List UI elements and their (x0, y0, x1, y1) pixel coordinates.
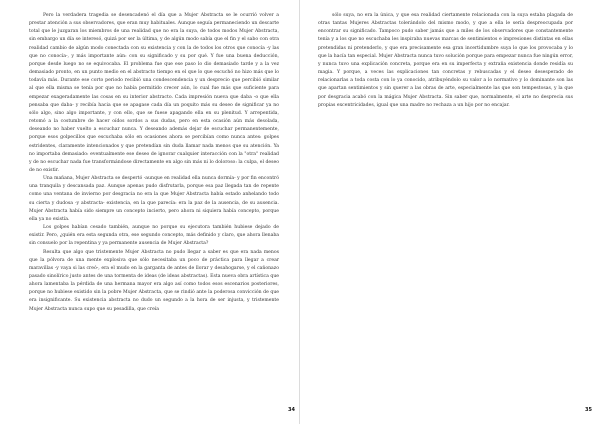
right-page-body (318, 12, 573, 110)
paragraph: Los golpes habían cesado también, aunque no porque su ejecutora también hubiese dejado de existir. Pero, ¿quién era esta segunda otra, ese segundo concepto, más definido y claro, que ahora llenaba sin consuelo por la repentina y ya permanente ausencia de Mujer Abstracta? (29, 225, 279, 247)
page-number: 34 (288, 407, 295, 413)
page-number: 35 (585, 407, 592, 413)
paragraph: Una mañana, Mujer Abstracta se despertó -aunque en realidad ella nunca dormía- y por fin encontró una tranquila y descansada paz. Aunque apenas pudo disfrutarla, porque esa paz llegada tan de repente como una ventana de invierno por desgracia no era la que Mujer Abstracta había estado anhelando todo su cierta y dudosa -y abstracta- existencia, en la que parecía: era la paz de la ausencia, de su ausencia. Mujer Abstracta había sido siempre un concepto incierto, pero ahora ni siquiera había concepto, porque ella ya no existía. (29, 176, 279, 222)
paragraph: Resulta que algo que tristemente Mujer Abstracta no pudo llegar a saber es que era nada menos que la pólvora de una mente explosiva que sólo necesitaba un poco de práctica para llegar a crear maravillas -y vaya si las creó-, era el mudo en la garganta de antes de llorar y desahogarse, y el cañonazo pasado sinolírico justo antes de una tormenta de ideas (de ideas abstractas). Esta nueva obra artística que ahora lamentaba la pérdida de una hermana mayor era algo así como todos esos escenarios posteriores, porque no hubiese existido sin la pobre Mujer Abstracta, que se rindió ante la poderosa convicción de que era insignificante. Su existencia abstracta no dudo un segundo a la hora de ser injusta, y tristemente Mujer Abstracta nunca supo que su pesadilla, que creía (29, 249, 279, 312)
paragraph: sólo suya, no era la única, y que esa realidad ciertamente relacionada con la suya estaba plagada de otras tantas Mujeres Abstractas tolerándolo del mismo modo, y que a ella le sería despreocupada por encontrar su significado. Tampoco pudo saber jamás que a miles de los observadores que constantemente tenía y a los que no escuchaba les inspiraba nuevas marcas de sentimientos e impresiones distintas en ellas pretendidas ni pretenderlo, y que era precisamente esa gran incertidumbre suya lo que los provocaba y lo que la hacía tan especial. Mujer Abstracta nunca tuvo solución porque para empezar nunca fue ningún error, y nunca tuvo una explicación concreta, porque era en su imperfecta y extraña existencia donde residía su magia. Y porque, a veces las explicaciones tan concretas y rebuscadas y el deseo desesperado de relacionarlas a toda costa con lo ya conocido, atribuyéndolo su valor a lo normativo y lo dominante son las que apartan sentimientos y sin querer a las obras de arte, especialmente las que son tempestosas, y la que por desgracia acabó con la mágica Mujer Abstracta. Sin saber que, normalmente, el arte no desprecia sus propias excentricidades, igual que una madre no rechaza a un hijo por no encajar. (318, 13, 573, 108)
paragraph: Pero la verdadera tragedia se desencadenó el día que a Mujer Abstracta se le ocurrió volver a prestar atención a sus observadores, que eran muy habituales. Aunque seguía permaneciendo un descarte total que le juzgaran los miembros de una realidad que no era la suya, de todos modos Mujer Abstracta, sin embargo un día se interesó, quizá por ser la última, y de algún modo sabía que el fin y el sabo con otra realidad cambio de algún modo conectada con su existencia y con la de todos los otros que conocía -y las que no conocía-, y más importante aún: con su significado y su por qué. Y fue una buena deducción, porque desde luego no se equivocaba. El problema fue que ese paso lo dio demasiado tarde y a la vez demasiado pronto, en un punto medio en el abstracto tiempo en el que lo que escuchó no hizo más que lo todavía más. Durante ese corto periodo recibió una condescendencia y un desprecio que percibió similar al que ella misma se tenía por que no había permitido crecer aún, lo cual fue más que suficiente para empezar exageradamente las cosas en su interior abstracto. Cada impresión nueva que daba -o que ella pensaba que daba- y recibía hacia que se apagase cada día un poquito más su deseo de significar ya no sólo algo, sino algo importante, y con ello, que se fuese apagando ella en su plenitud. Y arrepentida, retomó a la costumbre de hacer oídos sordos a sus dudas, pero en esta ocasión aún más desolada, deseando no haber vuelto a escuchar nunca. Y deseando además dejar de escuchar permanentemente, porque esos golpecillos que escuchaba sólo en ocasiones ahora se percibían como nunca antes: golpes estridentes, claramente intencionados y que pretendían sin duda llamar nada menos que su atención. Ya no importaba demasiado: eventualmente ese deseo de ignorar cualquier interacción con la "otra" realidad y de no escuchar nada fue transformándose directamente en algo sin más ni lo doloroso: la culpa, el deseo de no existir. (29, 13, 279, 173)
left-page-body (29, 12, 279, 314)
